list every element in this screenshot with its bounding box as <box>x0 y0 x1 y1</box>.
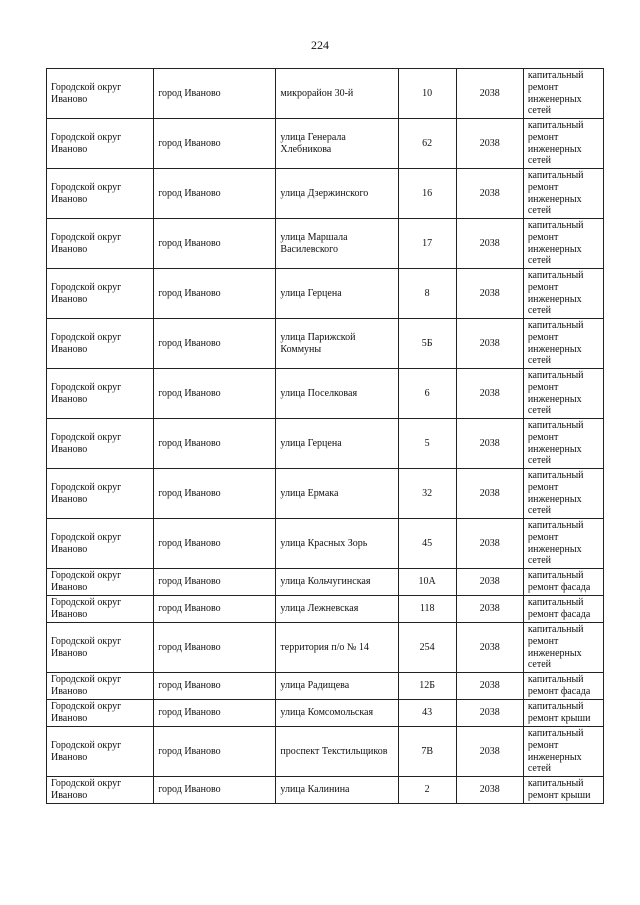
work-type-cell: капитальный ремонт фасада <box>523 673 603 700</box>
year-cell: 2038 <box>456 623 523 673</box>
city-cell: город Иваново <box>154 569 276 596</box>
okrug-cell: Городской округ Иваново <box>47 700 154 727</box>
table-row <box>47 673 604 700</box>
year-cell: 2038 <box>456 319 523 369</box>
street-cell: улица Генерала Хлебникова <box>276 119 398 169</box>
table-row <box>47 727 604 777</box>
table-row <box>47 369 604 419</box>
table-row <box>47 777 604 804</box>
work-type-cell: капитальный ремонт инженерных сетей <box>523 469 603 519</box>
city-cell: город Иваново <box>154 727 276 777</box>
work-type-cell: капитальный ремонт инженерных сетей <box>523 623 603 673</box>
year-cell: 2038 <box>456 596 523 623</box>
work-type-cell: капитальный ремонт инженерных сетей <box>523 369 603 419</box>
table-row <box>47 596 604 623</box>
city-cell: город Иваново <box>154 469 276 519</box>
street-cell: улица Красных Зорь <box>276 519 398 569</box>
okrug-cell: Городской округ Иваново <box>47 419 154 469</box>
page-number: 224 <box>311 38 329 52</box>
street-cell: улица Поселковая <box>276 369 398 419</box>
street-cell: улица Комсомольская <box>276 700 398 727</box>
year-cell: 2038 <box>456 777 523 804</box>
street-cell: микрорайон 30-й <box>276 69 398 119</box>
work-type-cell: капитальный ремонт инженерных сетей <box>523 69 603 119</box>
work-type-cell: капитальный ремонт инженерных сетей <box>523 519 603 569</box>
city-cell: город Иваново <box>154 519 276 569</box>
year-cell: 2038 <box>456 469 523 519</box>
year-cell: 2038 <box>456 369 523 419</box>
year-cell: 2038 <box>456 419 523 469</box>
house-number-cell: 254 <box>398 623 456 673</box>
house-number-cell: 12Б <box>398 673 456 700</box>
year-cell: 2038 <box>456 169 523 219</box>
work-type-cell: капитальный ремонт крыши <box>523 777 603 804</box>
year-cell: 2038 <box>456 569 523 596</box>
city-cell: город Иваново <box>154 69 276 119</box>
house-number-cell: 2 <box>398 777 456 804</box>
city-cell: город Иваново <box>154 673 276 700</box>
street-cell: улица Калинина <box>276 777 398 804</box>
okrug-cell: Городской округ Иваново <box>47 269 154 319</box>
okrug-cell: Городской округ Иваново <box>47 596 154 623</box>
okrug-cell: Городской округ Иваново <box>47 219 154 269</box>
street-cell: улица Дзержинского <box>276 169 398 219</box>
work-type-cell: капитальный ремонт инженерных сетей <box>523 219 603 269</box>
table-row <box>47 700 604 727</box>
city-cell: город Иваново <box>154 269 276 319</box>
house-number-cell: 10 <box>398 69 456 119</box>
okrug-cell: Городской округ Иваново <box>47 673 154 700</box>
year-cell: 2038 <box>456 519 523 569</box>
city-cell: город Иваново <box>154 596 276 623</box>
table-row <box>47 269 604 319</box>
table-row <box>47 419 604 469</box>
table-row <box>47 519 604 569</box>
house-number-cell: 8 <box>398 269 456 319</box>
registry-table <box>46 68 604 804</box>
work-type-cell: капитальный ремонт фасада <box>523 569 603 596</box>
work-type-cell: капитальный ремонт фасада <box>523 596 603 623</box>
okrug-cell: Городской округ Иваново <box>47 319 154 369</box>
table-row <box>47 69 604 119</box>
table-row <box>47 469 604 519</box>
table-row <box>47 569 604 596</box>
house-number-cell: 7В <box>398 727 456 777</box>
street-cell: проспект Текстильщиков <box>276 727 398 777</box>
street-cell: улица Герцена <box>276 269 398 319</box>
city-cell: город Иваново <box>154 777 276 804</box>
city-cell: город Иваново <box>154 419 276 469</box>
okrug-cell: Городской округ Иваново <box>47 777 154 804</box>
year-cell: 2038 <box>456 673 523 700</box>
year-cell: 2038 <box>456 727 523 777</box>
city-cell: город Иваново <box>154 700 276 727</box>
city-cell: город Иваново <box>154 219 276 269</box>
street-cell: улица Лежневская <box>276 596 398 623</box>
work-type-cell: капитальный ремонт инженерных сетей <box>523 119 603 169</box>
year-cell: 2038 <box>456 69 523 119</box>
city-cell: город Иваново <box>154 169 276 219</box>
okrug-cell: Городской округ Иваново <box>47 727 154 777</box>
house-number-cell: 45 <box>398 519 456 569</box>
street-cell: улица Маршала Василевского <box>276 219 398 269</box>
okrug-cell: Городской округ Иваново <box>47 169 154 219</box>
table-row <box>47 219 604 269</box>
table-row <box>47 119 604 169</box>
okrug-cell: Городской округ Иваново <box>47 369 154 419</box>
work-type-cell: капитальный ремонт инженерных сетей <box>523 169 603 219</box>
house-number-cell: 5 <box>398 419 456 469</box>
street-cell: улица Радищева <box>276 673 398 700</box>
city-cell: город Иваново <box>154 119 276 169</box>
okrug-cell: Городской округ Иваново <box>47 69 154 119</box>
year-cell: 2038 <box>456 119 523 169</box>
house-number-cell: 17 <box>398 219 456 269</box>
city-cell: город Иваново <box>154 623 276 673</box>
work-type-cell: капитальный ремонт инженерных сетей <box>523 269 603 319</box>
table-row <box>47 169 604 219</box>
work-type-cell: капитальный ремонт крыши <box>523 700 603 727</box>
street-cell: улица Парижской Коммуны <box>276 319 398 369</box>
house-number-cell: 16 <box>398 169 456 219</box>
year-cell: 2038 <box>456 269 523 319</box>
house-number-cell: 10А <box>398 569 456 596</box>
house-number-cell: 32 <box>398 469 456 519</box>
street-cell: улица Герцена <box>276 419 398 469</box>
table-body <box>47 69 604 804</box>
house-number-cell: 118 <box>398 596 456 623</box>
year-cell: 2038 <box>456 700 523 727</box>
work-type-cell: капитальный ремонт инженерных сетей <box>523 319 603 369</box>
street-cell: улица Кольчугинская <box>276 569 398 596</box>
house-number-cell: 43 <box>398 700 456 727</box>
year-cell: 2038 <box>456 219 523 269</box>
table-row <box>47 623 604 673</box>
city-cell: город Иваново <box>154 369 276 419</box>
street-cell: улица Ермака <box>276 469 398 519</box>
okrug-cell: Городской округ Иваново <box>47 519 154 569</box>
street-cell: территория п/о № 14 <box>276 623 398 673</box>
work-type-cell: капитальный ремонт инженерных сетей <box>523 727 603 777</box>
city-cell: город Иваново <box>154 319 276 369</box>
house-number-cell: 6 <box>398 369 456 419</box>
table-row <box>47 319 604 369</box>
house-number-cell: 62 <box>398 119 456 169</box>
okrug-cell: Городской округ Иваново <box>47 569 154 596</box>
okrug-cell: Городской округ Иваново <box>47 119 154 169</box>
work-type-cell: капитальный ремонт инженерных сетей <box>523 419 603 469</box>
okrug-cell: Городской округ Иваново <box>47 623 154 673</box>
house-number-cell: 5Б <box>398 319 456 369</box>
okrug-cell: Городской округ Иваново <box>47 469 154 519</box>
